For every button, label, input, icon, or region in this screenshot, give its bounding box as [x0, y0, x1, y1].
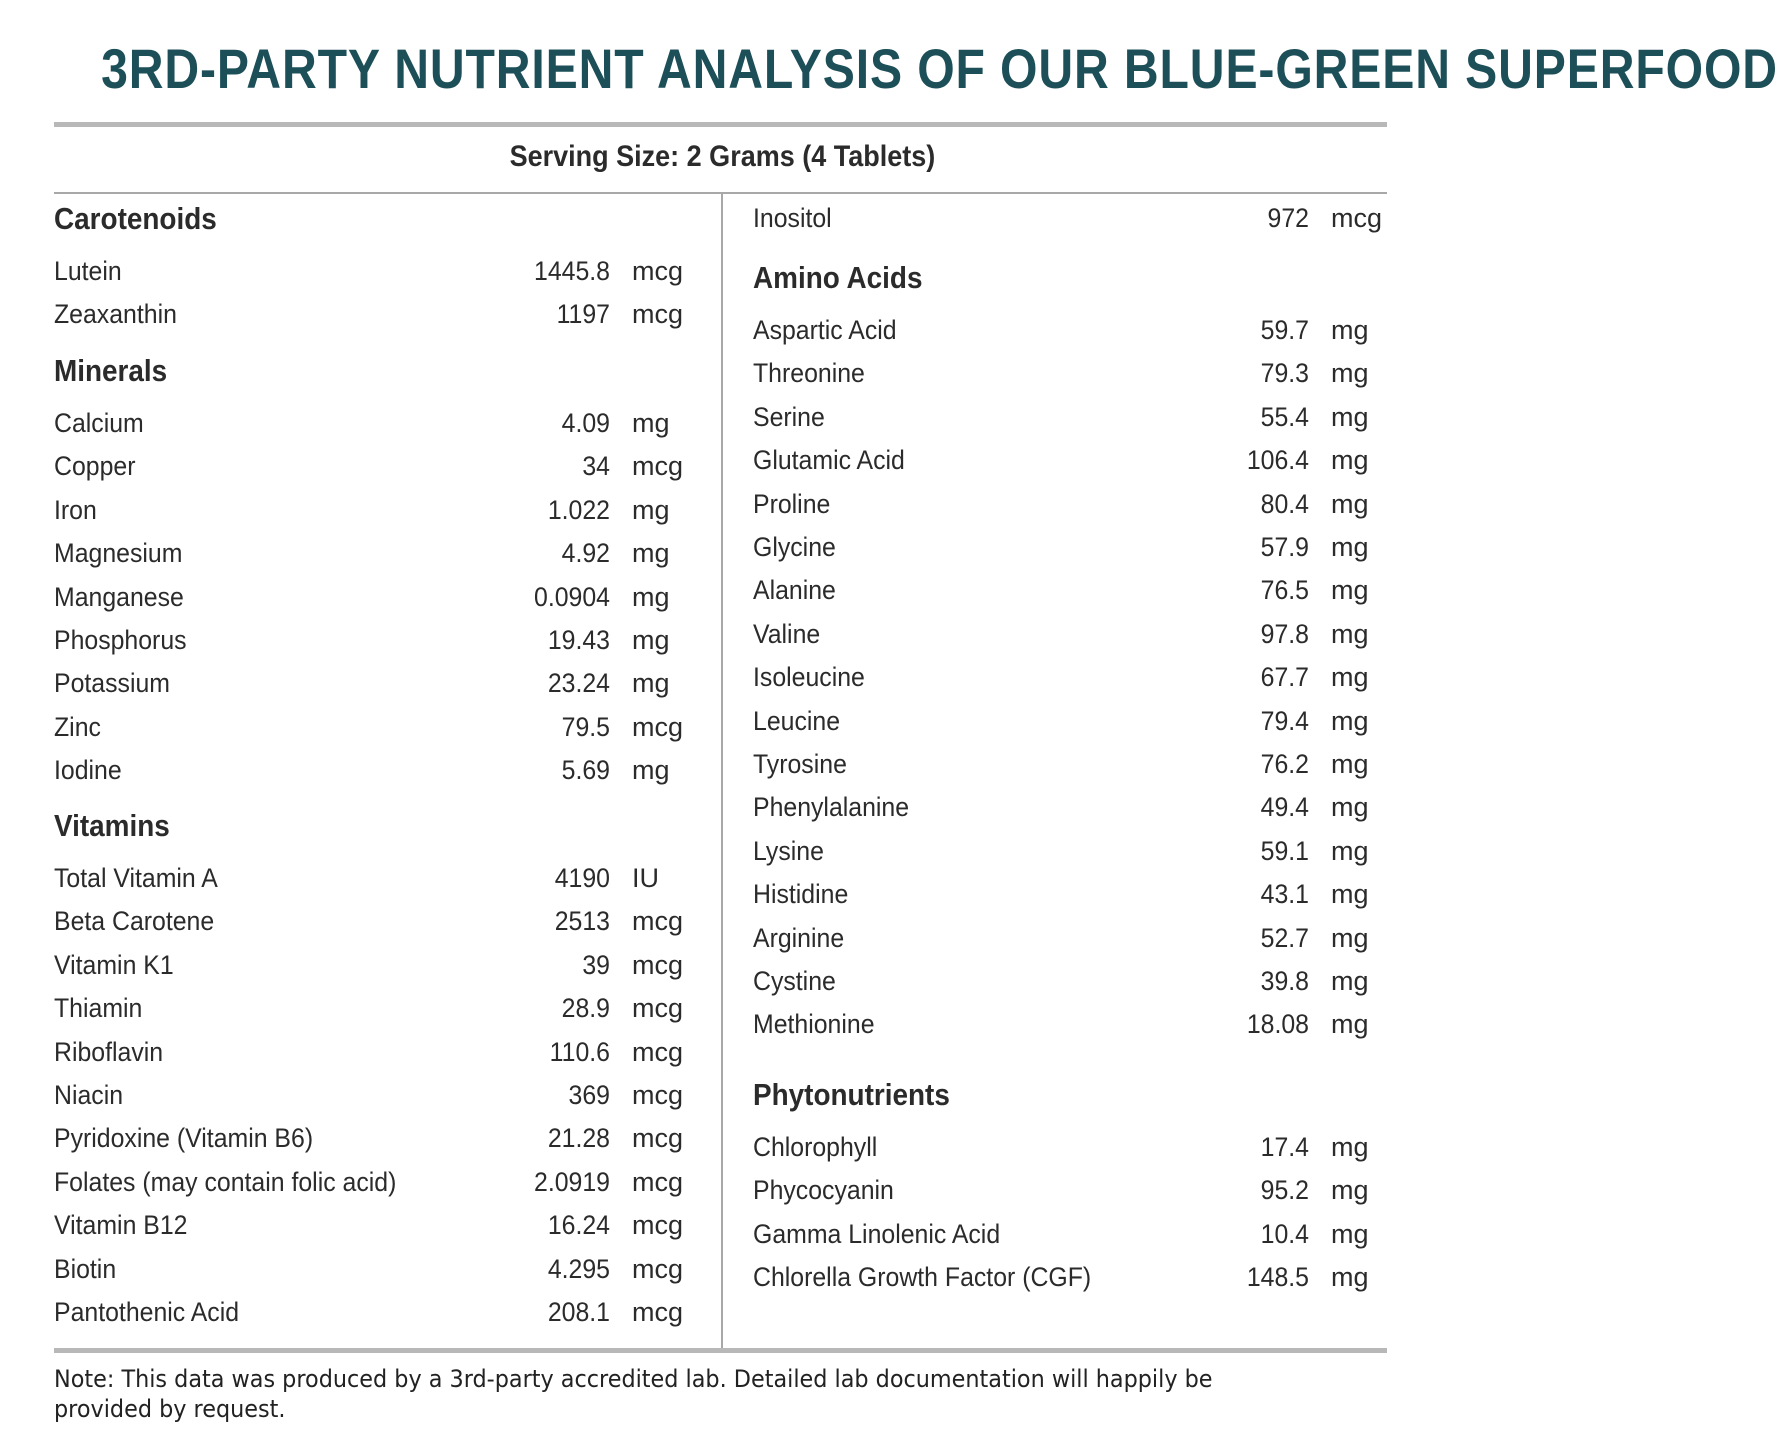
nutrient-row: [753, 1219, 1383, 1259]
nutrient-value: 79.3: [1260, 358, 1309, 389]
nutrient-value: 5.69: [561, 755, 610, 786]
nutrient-row: [753, 358, 1383, 398]
nutrient-unit: mcg: [632, 1123, 684, 1154]
nutrient-name: Copper: [54, 451, 136, 482]
nutrient-row: [54, 1167, 684, 1207]
nutrient-name: Chlorophyll: [753, 1132, 878, 1162]
nutrient-row: [54, 863, 684, 903]
nutrient-unit: mcg: [632, 906, 684, 937]
bottom-divider: [54, 1348, 1387, 1353]
nutrient-row: [753, 1175, 1383, 1215]
nutrient-value: 43.1: [1260, 879, 1309, 910]
nutrient-row: [753, 836, 1383, 876]
serving-size: Serving Size: 2 Grams (4 Tablets): [509, 140, 936, 173]
nutrient-row: [54, 1123, 684, 1163]
nutrient-row: [753, 575, 1383, 615]
nutrient-unit: mcg: [632, 949, 684, 980]
nutrient-name: Pantothenic Acid: [54, 1297, 240, 1327]
nutrient-row: [54, 1297, 684, 1337]
nutrient-name: Threonine: [753, 358, 865, 389]
nutrient-row: [54, 1210, 684, 1250]
nutrient-row: [54, 538, 684, 578]
nutrient-value: 106.4: [1246, 445, 1309, 476]
nutrient-name: Chlorella Growth Factor (CGF): [753, 1262, 1092, 1293]
nutrient-value: 97.8: [1260, 618, 1309, 649]
nutrient-row: [753, 203, 1383, 243]
nutrient-value: 23.24: [547, 668, 610, 699]
nutrient-name: Aspartic Acid: [753, 315, 897, 345]
column-divider: [721, 194, 723, 1348]
nutrient-unit: mg: [632, 408, 670, 438]
nutrient-row: [54, 950, 684, 990]
nutrient-name: Isoleucine: [753, 662, 865, 693]
nutrient-value: 59.7: [1260, 315, 1309, 345]
nutrient-unit: mcg: [632, 256, 684, 286]
page-title: 3RD-PARTY NUTRIENT ANALYSIS OF OUR BLUE-GREEN SUPERFOOD: [101, 37, 1778, 100]
nutrient-row: [54, 1254, 684, 1294]
nutrient-name: Alanine: [753, 575, 836, 606]
nutrient-value: 110.6: [549, 1036, 610, 1067]
nutrient-unit: mg: [632, 538, 670, 569]
nutrient-value: 208.1: [547, 1297, 610, 1327]
nutrient-value: 2513: [554, 906, 610, 937]
nutrient-name: Arginine: [753, 922, 845, 953]
nutrient-unit: mcg: [632, 1297, 684, 1327]
nutrient-value: 79.4: [1260, 705, 1309, 736]
nutrient-row: [54, 408, 684, 448]
nutrient-name: Phenylalanine: [753, 792, 910, 823]
section-heading: Carotenoids: [54, 201, 217, 236]
nutrient-row: [753, 923, 1383, 963]
nutrient-name: Glycine: [753, 532, 836, 562]
nutrient-unit: mg: [1331, 835, 1369, 866]
nutrient-row: [753, 749, 1383, 789]
nutrient-name: Riboflavin: [54, 1036, 164, 1067]
nutrient-row: [54, 1080, 684, 1120]
nutrient-value: 4.09: [561, 408, 610, 438]
nutrient-row: [54, 256, 684, 296]
nutrient-unit: mg: [632, 581, 670, 612]
nutrient-value: 17.4: [1260, 1132, 1309, 1162]
nutrient-unit: mg: [632, 755, 670, 786]
nutrient-value: 369: [568, 1080, 610, 1110]
nutrient-unit: mcg: [632, 1080, 684, 1110]
nutrient-row: [54, 625, 684, 665]
nutrient-unit: mg: [1331, 705, 1369, 736]
nutrient-unit: mg: [632, 625, 670, 655]
nutrient-unit: mg: [1331, 1262, 1369, 1293]
nutrient-unit: mg: [632, 494, 670, 525]
nutrient-unit: mcg: [632, 451, 684, 482]
nutrient-name: Manganese: [54, 581, 184, 612]
nutrient-unit: mg: [1331, 966, 1369, 996]
nutrient-row: [753, 489, 1383, 529]
nutrient-value: 4.92: [561, 538, 610, 569]
nutrient-value: 1197: [556, 299, 610, 330]
nutrient-unit: mg: [1331, 922, 1369, 953]
nutrient-row: [54, 299, 684, 339]
nutrient-value: 76.5: [1260, 575, 1309, 606]
nutrient-value: 2.0919: [534, 1166, 610, 1197]
nutrient-value: 55.4: [1260, 401, 1309, 432]
nutrient-name: Lysine: [753, 835, 824, 866]
nutrient-name: Vitamin B12: [54, 1210, 188, 1241]
nutrient-row: [753, 1262, 1383, 1302]
nutrient-unit: mg: [1331, 532, 1369, 562]
nutrient-unit: mg: [1331, 575, 1369, 606]
nutrient-name: Glutamic Acid: [753, 445, 905, 476]
nutrient-name: Thiamin: [54, 993, 143, 1024]
nutrient-name: Gamma Linolenic Acid: [753, 1218, 1001, 1249]
nutrient-value: 18.08: [1246, 1009, 1309, 1040]
nutrient-value: 0.0904: [534, 581, 610, 612]
nutrient-name: Iron: [54, 494, 97, 525]
nutrient-unit: mg: [1331, 792, 1369, 823]
nutrient-value: 76.2: [1260, 749, 1309, 779]
nutrient-unit: mg: [1331, 488, 1369, 519]
nutrient-value: 79.5: [561, 711, 610, 742]
nutrient-value: 148.5: [1246, 1262, 1309, 1293]
nutrient-value: 972: [1267, 203, 1309, 233]
nutrient-value: 4.295: [547, 1253, 610, 1284]
nutrient-row: [753, 966, 1383, 1006]
nutrient-value: 10.4: [1260, 1218, 1309, 1249]
nutrient-row: [753, 706, 1383, 746]
nutrient-name: Lutein: [54, 256, 122, 286]
nutrient-value: 19.43: [547, 625, 610, 655]
nutrient-name: Methionine: [753, 1009, 875, 1040]
nutrient-row: [54, 906, 684, 946]
section-heading: Amino Acids: [753, 260, 923, 295]
nutrient-name: Proline: [753, 488, 831, 519]
nutrient-unit: mcg: [632, 299, 684, 330]
nutrient-value: 52.7: [1260, 922, 1309, 953]
nutrient-row: [54, 1037, 684, 1077]
nutrient-row: [54, 495, 684, 535]
top-divider: [54, 122, 1387, 127]
nutrient-row: [753, 662, 1383, 702]
nutrient-value: 1445.8: [534, 256, 610, 286]
nutrient-unit: mcg: [632, 711, 684, 742]
nutrient-value: 39.8: [1260, 966, 1309, 996]
nutrient-row: [753, 879, 1383, 919]
nutrient-unit: mcg: [632, 1210, 684, 1241]
nutrient-row: [54, 712, 684, 752]
nutrient-unit: mg: [1331, 1175, 1369, 1206]
nutrient-unit: mg: [1331, 618, 1369, 649]
nutrient-row: [54, 582, 684, 622]
nutrient-value: 80.4: [1260, 488, 1309, 519]
footnote: Note: This data was produced by a 3rd-party accredited lab. Detailed lab documentation will happily be provided by request.: [54, 1365, 1213, 1423]
nutrient-value: 95.2: [1260, 1175, 1309, 1206]
nutrient-value: 16.24: [547, 1210, 610, 1241]
nutrient-name: Folates (may contain folic acid): [54, 1166, 397, 1197]
nutrient-name: Leucine: [753, 705, 841, 736]
nutrient-unit: mg: [1331, 1218, 1369, 1249]
nutrient-unit: mg: [1331, 358, 1369, 389]
nutrient-name: Biotin: [54, 1253, 117, 1284]
nutrient-row: [753, 532, 1383, 572]
nutrient-value: 59.1: [1260, 835, 1309, 866]
nutrient-row: [753, 402, 1383, 442]
nutrient-value: 67.7: [1260, 662, 1309, 693]
nutrient-unit: mcg: [632, 993, 684, 1024]
nutrient-name: Zeaxanthin: [54, 299, 177, 330]
nutrient-unit: mg: [1331, 315, 1369, 345]
nutrient-name: Total Vitamin A: [54, 863, 218, 893]
nutrient-unit: mg: [1331, 401, 1369, 432]
nutrient-unit: mg: [1331, 662, 1369, 693]
section-heading: Phytonutrients: [753, 1077, 950, 1112]
nutrient-unit: mg: [1331, 749, 1369, 779]
nutrient-row: [753, 445, 1383, 485]
nutrient-unit: mcg: [632, 1166, 684, 1197]
nutrient-row: [54, 755, 684, 795]
nutrient-value: 28.9: [561, 993, 610, 1024]
nutrient-name: Beta Carotene: [54, 906, 215, 937]
nutrient-row: [753, 1132, 1383, 1172]
nutrient-name: Iodine: [54, 755, 122, 786]
nutrient-name: Zinc: [54, 711, 101, 742]
nutrient-unit: mcg: [1331, 203, 1383, 233]
nutrient-name: Magnesium: [54, 538, 183, 569]
nutrient-name: Pyridoxine (Vitamin B6): [54, 1123, 314, 1154]
nutrient-row: [54, 993, 684, 1033]
nutrient-unit: mg: [1331, 445, 1369, 476]
section-heading: Vitamins: [54, 808, 170, 843]
nutrient-value: 49.4: [1260, 792, 1309, 823]
nutrient-name: Niacin: [54, 1080, 124, 1110]
nutrient-value: 1.022: [547, 494, 610, 525]
nutrient-name: Calcium: [54, 408, 144, 438]
nutrient-value: 39: [582, 949, 610, 980]
nutrient-value: 34: [582, 451, 610, 482]
nutrient-row: [54, 668, 684, 708]
section-heading: Minerals: [54, 353, 168, 388]
nutrient-name: Vitamin K1: [54, 949, 174, 980]
nutrient-name: Potassium: [54, 668, 170, 699]
nutrient-name: Serine: [753, 401, 825, 432]
nutrient-value: 21.28: [547, 1123, 610, 1154]
nutrient-unit: mg: [1331, 879, 1369, 910]
nutrient-name: Phosphorus: [54, 625, 187, 655]
nutrient-name: Valine: [753, 618, 821, 649]
nutrient-name: Phycocyanin: [753, 1175, 894, 1206]
nutrient-name: Inositol: [753, 203, 832, 233]
nutrient-unit: mg: [1331, 1009, 1369, 1040]
nutrient-unit: mg: [1331, 1132, 1369, 1162]
nutrient-unit: mcg: [632, 1253, 684, 1284]
nutrient-name: Cystine: [753, 966, 836, 996]
nutrient-name: Tyrosine: [753, 749, 847, 779]
nutrient-row: [54, 451, 684, 491]
nutrient-row: [753, 1009, 1383, 1049]
nutrient-row: [753, 619, 1383, 659]
nutrient-unit: mg: [632, 668, 670, 699]
nutrient-row: [753, 315, 1383, 355]
nutrient-value: 4190: [554, 863, 610, 893]
nutrient-unit: mcg: [632, 1036, 684, 1067]
nutrient-unit: IU: [632, 863, 659, 893]
nutrient-name: Histidine: [753, 879, 849, 910]
nutrient-value: 57.9: [1260, 532, 1309, 562]
nutrient-row: [753, 792, 1383, 832]
